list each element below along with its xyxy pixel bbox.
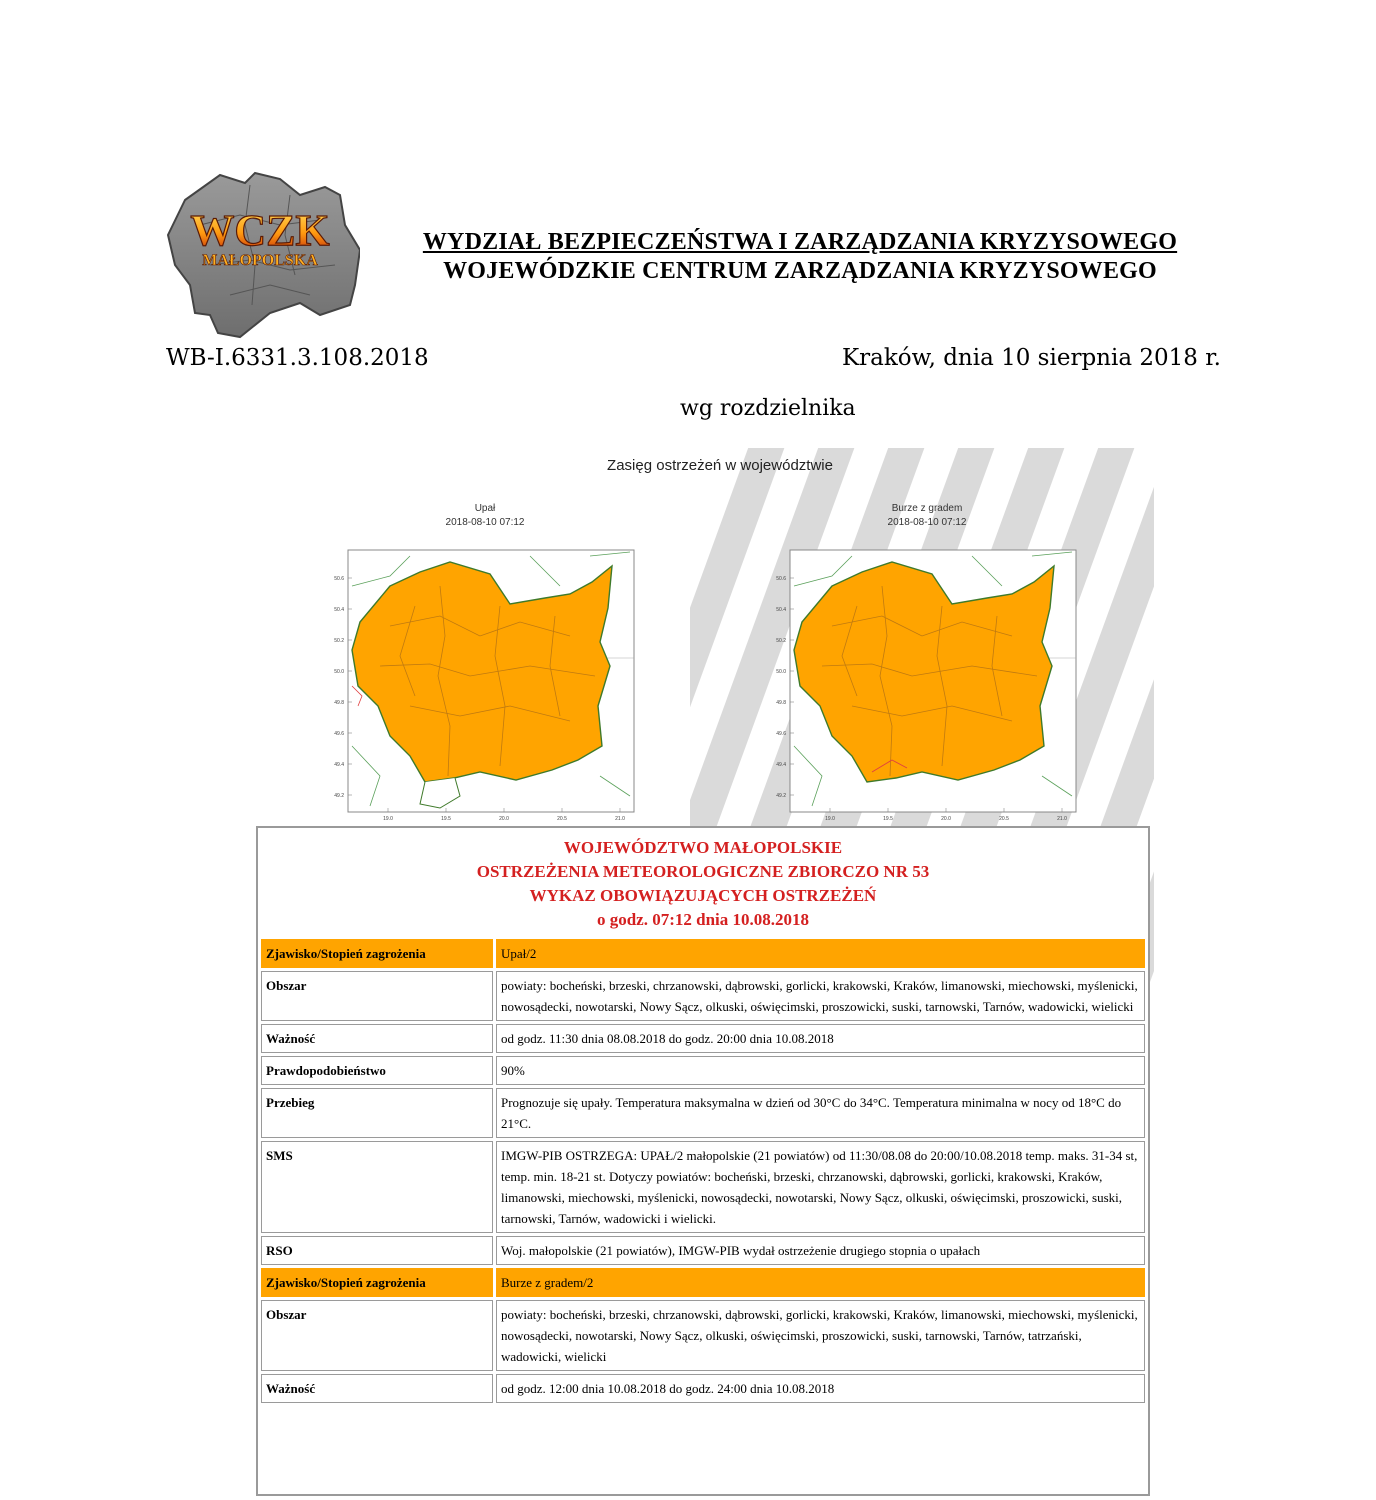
map-x-tick: 20.0 bbox=[941, 816, 951, 822]
figure-title: Zasięg ostrzeżeń w województwie bbox=[607, 457, 833, 474]
map-y-tick: 50.2 bbox=[334, 638, 344, 644]
map-y-tick: 49.2 bbox=[334, 793, 344, 799]
map-x-tick: 19.5 bbox=[441, 816, 451, 822]
map-x-tick: 20.0 bbox=[499, 816, 509, 822]
warning-row-value: Upał/2 bbox=[496, 939, 1145, 968]
wczk-logo bbox=[160, 165, 360, 345]
warning-row-value: Burze z gradem/2 bbox=[496, 1268, 1145, 1297]
warning-phenomenon-row bbox=[261, 939, 1145, 968]
warning-row-value: Woj. małopolskie (21 powiatów), IMGW-PIB wydał ostrzeżenie drugiego stopnia o upałach bbox=[496, 1236, 1145, 1265]
map-y-tick: 49.4 bbox=[334, 762, 344, 768]
map-y-tick: 49.6 bbox=[776, 731, 786, 737]
warning-row-label: Prawdopodobieństwo bbox=[261, 1056, 493, 1085]
warning-row-label: Obszar bbox=[261, 971, 493, 1021]
warning-row-value: od godz. 11:30 dnia 08.08.2018 do godz. 20:00 dnia 10.08.2018 bbox=[496, 1024, 1145, 1053]
logo-title: WCZK bbox=[190, 206, 330, 255]
warning-row-value: powiaty: bocheński, brzeski, chrzanowski, dąbrowski, gorlicki, krakowski, Kraków, limanowski, miechowski, myślenicki, nowosądecki, nowotarski, Nowy Sącz, olkuski, oświęcimski, proszowicki, suski, tarnowski, Tarnów, tatrzański, wadowicki, wielicki bbox=[496, 1300, 1145, 1371]
warning-row-label: Przebieg bbox=[261, 1088, 493, 1138]
warning-row-label: SMS bbox=[261, 1141, 493, 1233]
warnings-header-line: o godz. 07:12 dnia 10.08.2018 bbox=[596, 910, 810, 929]
map-y-tick: 49.2 bbox=[776, 793, 786, 799]
warning-row-value: powiaty: bocheński, brzeski, chrzanowski, dąbrowski, gorlicki, krakowski, Kraków, limanowski, miechowski, myślenicki, nowosądecki, nowotarski, Nowy Sącz, olkuski, oświęcimski, proszowicki, suski, tarnowski, Tarnów, wadowicki, wielicki bbox=[496, 971, 1145, 1021]
map-y-tick: 49.6 bbox=[334, 731, 344, 737]
warnings-header-line: WOJEWÓDZTWO MAŁOPOLSKIE bbox=[563, 838, 843, 857]
warning-row bbox=[261, 1300, 1145, 1371]
map-title: Upał bbox=[474, 503, 496, 514]
map-y-tick: 49.8 bbox=[334, 700, 344, 706]
warning-row bbox=[261, 1088, 1145, 1138]
map-panel-heat bbox=[330, 502, 640, 822]
warning-row-label: Obszar bbox=[261, 1300, 493, 1371]
warnings-header-line: OSTRZEŻENIA METEOROLOGICZNE ZBIORCZO NR 53 bbox=[476, 862, 930, 881]
warning-row-label: Zjawisko/Stopień zagrożenia bbox=[261, 1268, 493, 1297]
warning-row bbox=[261, 1141, 1145, 1233]
map-x-tick: 19.0 bbox=[825, 816, 835, 822]
center-title: WOJEWÓDZKIE CENTRUM ZARZĄDZANIA KRYZYSOWEGO bbox=[443, 258, 1157, 284]
warning-row bbox=[261, 1024, 1145, 1053]
warning-row bbox=[261, 1236, 1145, 1265]
map-x-tick: 19.0 bbox=[383, 816, 393, 822]
warnings-table bbox=[258, 936, 1148, 1406]
map-x-tick: 21.0 bbox=[615, 816, 625, 822]
warning-row-label: Ważność bbox=[261, 1374, 493, 1403]
place-date: Kraków, dnia 10 sierpnia 2018 r. bbox=[841, 345, 1221, 371]
warning-row bbox=[261, 1374, 1145, 1403]
map-y-tick: 49.8 bbox=[776, 700, 786, 706]
map-heat bbox=[330, 546, 640, 822]
warning-row-label: RSO bbox=[261, 1236, 493, 1265]
map-y-tick: 50.4 bbox=[776, 607, 786, 613]
warning-row-value: od godz. 12:00 dnia 10.08.2018 do godz. 24:00 dnia 10.08.2018 bbox=[496, 1374, 1145, 1403]
reference-number: WB-I.6331.3.108.2018 bbox=[166, 345, 429, 371]
logo-subtitle: MAŁOPOLSKA bbox=[202, 252, 318, 269]
warning-row-label: Zjawisko/Stopień zagrożenia bbox=[261, 939, 493, 968]
map-y-tick: 50.4 bbox=[334, 607, 344, 613]
distribution-note: wg rozdzielnika bbox=[680, 396, 856, 421]
map-y-tick: 50.6 bbox=[776, 576, 786, 582]
warning-phenomenon-row bbox=[261, 1268, 1145, 1297]
map-panel-storms bbox=[772, 502, 1082, 822]
map-y-tick: 50.6 bbox=[334, 576, 344, 582]
map-x-tick: 21.0 bbox=[1057, 816, 1067, 822]
warnings-header-line: WYKAZ OBOWIĄZUJĄCYCH OSTRZEŻEŃ bbox=[529, 886, 877, 905]
warning-row bbox=[261, 1056, 1145, 1085]
map-x-tick: 19.5 bbox=[883, 816, 893, 822]
map-y-tick: 50.0 bbox=[776, 669, 786, 675]
department-title: WYDZIAŁ BEZPIECZEŃSTWA I ZARZĄDZANIA KRYZYSOWEGO bbox=[422, 229, 1178, 255]
warning-row bbox=[261, 971, 1145, 1021]
warning-row-label: Ważność bbox=[261, 1024, 493, 1053]
warning-row-value: Prognozuje się upały. Temperatura maksymalna w dzień od 30°C do 34°C. Temperatura minimalna w nocy od 18°C do 21°C. bbox=[496, 1088, 1145, 1138]
map-x-tick: 20.5 bbox=[999, 816, 1009, 822]
map-timestamp: 2018-08-10 07:12 bbox=[445, 517, 525, 528]
map-y-tick: 50.2 bbox=[776, 638, 786, 644]
warning-row-value: 90% bbox=[496, 1056, 1145, 1085]
map-title: Burze z gradem bbox=[891, 503, 963, 514]
map-y-tick: 49.4 bbox=[776, 762, 786, 768]
warnings-box bbox=[256, 826, 1150, 1496]
map-storms bbox=[772, 546, 1082, 822]
warning-row-value: IMGW-PIB OSTRZEGA: UPAŁ/2 małopolskie (21 powiatów) od 11:30/08.08 do 20:00/10.08.2018 temp. maks. 31-34 st, temp. min. 18-21 st. Dotyczy powiatów: bocheński, brzeski, chrzanowski, dąbrowski, gorlicki, krakowski, Kraków, limanowski, miechowski, myślenicki, nowosądecki, nowotarski, Nowy Sącz, olkuski, oświęcimski, proszowicki, suski, tarnowski, Tarnów, wadowicki i wielicki. bbox=[496, 1141, 1145, 1233]
map-x-tick: 20.5 bbox=[557, 816, 567, 822]
map-y-tick: 50.0 bbox=[334, 669, 344, 675]
map-timestamp: 2018-08-10 07:12 bbox=[887, 517, 967, 528]
warnings-header bbox=[258, 828, 1148, 936]
